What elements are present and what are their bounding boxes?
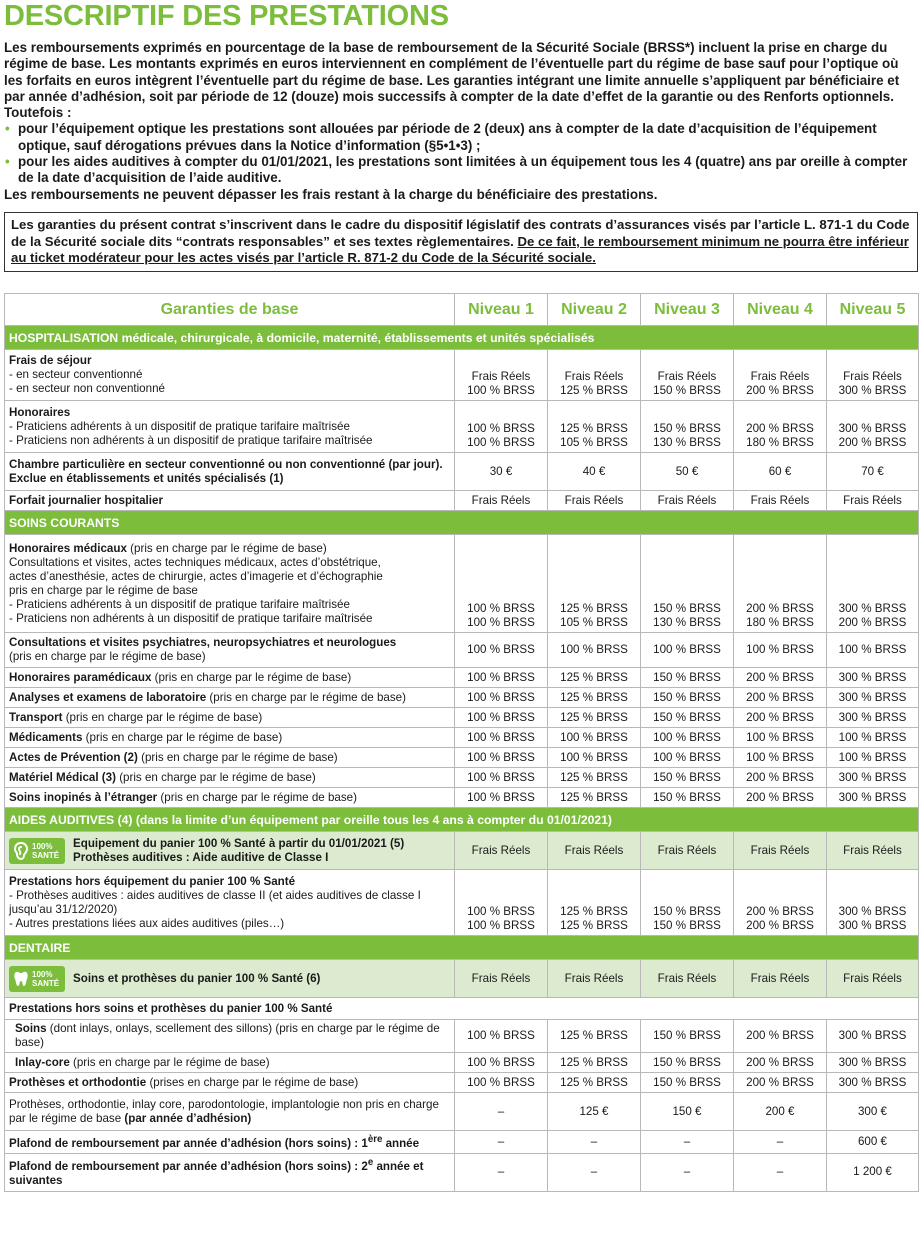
header-niveau-1: Niveau 1 xyxy=(455,294,548,326)
table-row xyxy=(5,668,919,688)
cell-niveau-2: 125 % BRSS xyxy=(548,688,641,708)
cell-niveau-1 xyxy=(455,401,548,453)
row-note: (pris en charge par le régime de base) xyxy=(9,650,206,663)
table-row xyxy=(5,453,919,491)
cell-niveau-4: – xyxy=(734,1131,827,1154)
cell-niveau-2 xyxy=(548,535,641,633)
table-row xyxy=(5,1153,919,1191)
row-note: (pris en charge par le régime de base) xyxy=(206,690,406,704)
table-row xyxy=(5,960,919,998)
cell-niveau-2: 125 % BRSS xyxy=(548,1073,641,1093)
intro-bullet-1-text: pour l’équipement optique les prestations sont allouées par période de 2 (deux) ans à compter de la date d’acquisition de l’équipement optique, sauf dérogations prévues dans la Notice d’information (§5•1•3) ; xyxy=(18,121,877,153)
cell-niveau-2: 100 % BRSS xyxy=(548,633,641,668)
cell-niveau-4: 100 % BRSS xyxy=(734,728,827,748)
cell-value: 200 % BRSS xyxy=(838,436,907,449)
row-title: année xyxy=(382,1136,420,1150)
row-title: Honoraires médicaux xyxy=(9,541,127,555)
section-dentaire xyxy=(5,936,919,960)
cell-niveau-1: 100 % BRSS xyxy=(455,748,548,768)
cell-niveau-5: 300 % BRSS xyxy=(827,688,919,708)
row-label xyxy=(5,350,455,401)
header-niveau-3: Niveau 3 xyxy=(641,294,734,326)
badge-text: SANTÉ xyxy=(32,850,60,860)
bullet-dot-icon: • xyxy=(5,121,10,137)
intro-p2: Toutefois : xyxy=(4,105,72,121)
cell-value: 125 % BRSS xyxy=(560,422,628,435)
cell-value: 150 % BRSS xyxy=(653,384,721,397)
cell-niveau-3: 150 % BRSS xyxy=(641,708,734,728)
cell-value: 200 % BRSS xyxy=(746,905,814,918)
cell-niveau-5 xyxy=(827,350,919,401)
table-row xyxy=(5,870,919,936)
cell-niveau-4 xyxy=(734,535,827,633)
row-label xyxy=(5,1053,455,1073)
cell-niveau-1: 100 % BRSS xyxy=(455,788,548,808)
header-niveau-4: Niveau 4 xyxy=(734,294,827,326)
cell-niveau-1: 100 % BRSS xyxy=(455,768,548,788)
row-title: Actes de Prévention (2) xyxy=(9,750,138,764)
row-label xyxy=(5,748,455,768)
row-line: actes d’anesthésie, actes de chirurgie, actes d’imagerie et d’échographie xyxy=(9,569,383,583)
cell-value: 130 % BRSS xyxy=(653,436,721,449)
cell-value: 100 % BRSS xyxy=(467,422,535,435)
row-title: Honoraires paramédicaux xyxy=(9,670,152,684)
cell-niveau-4: Frais Réels xyxy=(734,960,827,998)
page-title: DESCRIPTIF DES PRESTATIONS xyxy=(4,0,449,32)
row-line: - Praticiens adhérents à un dispositif de pratique tarifaire maîtrisée xyxy=(9,419,350,433)
legal-note-underlined: De ce fait, le remboursement minimum ne pourra être inférieur au ticket modérateur pour les actes visés par l’article R. 871-2 du Code de la Sécurité sociale. xyxy=(11,233,909,265)
cell-niveau-5: 300 % BRSS xyxy=(827,708,919,728)
cell-niveau-5 xyxy=(827,870,919,936)
row-label xyxy=(5,401,455,453)
table-row xyxy=(5,1020,919,1053)
cell-niveau-1: 100 % BRSS xyxy=(455,633,548,668)
cell-niveau-3: Frais Réels xyxy=(641,960,734,998)
cell-niveau-3: 150 % BRSS xyxy=(641,768,734,788)
cell-niveau-5: Frais Réels xyxy=(827,832,919,870)
cell-niveau-1: 100 % BRSS xyxy=(455,1053,548,1073)
cell-niveau-2: 125 % BRSS xyxy=(548,708,641,728)
cell-niveau-3: 100 % BRSS xyxy=(641,728,734,748)
cell-niveau-1 xyxy=(455,350,548,401)
row-note: (pris en charge par le régime de base) xyxy=(137,750,338,764)
cell-niveau-4: 200 % BRSS xyxy=(734,668,827,688)
row-line: - Praticiens non adhérents à un dispositif de pratique tarifaire maîtrisée xyxy=(9,611,373,625)
row-note: (pris en charge par le régime de base) xyxy=(82,730,283,744)
table-row xyxy=(5,1131,919,1154)
cell-value: Frais Réels xyxy=(471,370,531,383)
cell-value: 100 % BRSS xyxy=(467,436,535,449)
cell-value: 105 % BRSS xyxy=(560,616,628,629)
cell-niveau-5: 100 % BRSS xyxy=(827,728,919,748)
row-title: Médicaments xyxy=(9,730,83,744)
cell-niveau-2: Frais Réels xyxy=(548,832,641,870)
cell-value: Frais Réels xyxy=(750,370,810,383)
cell-niveau-5: 300 € xyxy=(827,1093,919,1131)
cell-niveau-3: 150 % BRSS xyxy=(641,788,734,808)
cell-value: 130 % BRSS xyxy=(653,616,721,629)
row-label xyxy=(5,1153,455,1191)
cell-niveau-4: 100 % BRSS xyxy=(734,633,827,668)
badge-text: SANTÉ xyxy=(32,978,60,988)
cell-value: 125 % BRSS xyxy=(560,919,628,932)
cell-niveau-4: Frais Réels xyxy=(734,491,827,511)
row-title: Prothèses auditives : Aide auditive de Classe I xyxy=(73,850,329,864)
row-line: - Praticiens non adhérents à un dispositif de pratique tarifaire maîtrisée xyxy=(9,433,373,447)
cell-niveau-1: 100 % BRSS xyxy=(455,1020,548,1053)
cell-value: 300 % BRSS xyxy=(838,384,907,397)
row-label xyxy=(5,832,455,870)
cell-niveau-2 xyxy=(548,870,641,936)
section-title: HOSPITALISATION médicale, chirurgicale, à domicile, maternité, établissements et unités spécialisés xyxy=(5,326,919,350)
cell-niveau-4: 200 % BRSS xyxy=(734,1053,827,1073)
cell-niveau-3: 100 % BRSS xyxy=(641,748,734,768)
row-label xyxy=(5,768,455,788)
cell-niveau-5: Frais Réels xyxy=(827,960,919,998)
cell-niveau-1 xyxy=(455,870,548,936)
cell-niveau-2: Frais Réels xyxy=(548,960,641,998)
cell-niveau-1: 100 % BRSS xyxy=(455,728,548,748)
cell-niveau-3: 150 % BRSS xyxy=(641,1053,734,1073)
row-label xyxy=(5,453,455,491)
cell-value: 150 % BRSS xyxy=(653,919,721,932)
cell-value: 150 % BRSS xyxy=(653,422,721,435)
row-label xyxy=(5,1073,455,1093)
row-sup: ère xyxy=(367,1134,383,1145)
cell-niveau-4: 200 % BRSS xyxy=(734,1020,827,1053)
cell-niveau-2: 100 % BRSS xyxy=(548,748,641,768)
table-row xyxy=(5,1073,919,1093)
cell-niveau-1 xyxy=(455,535,548,633)
row-title: Frais de séjour xyxy=(9,354,92,367)
cell-niveau-3: 150 % BRSS xyxy=(641,688,734,708)
row-note: (prises en charge par le régime de base) xyxy=(146,1075,359,1089)
intro-text xyxy=(4,40,918,203)
cell-niveau-3: 150 % BRSS xyxy=(641,1020,734,1053)
row-note: (pris en charge par le régime de base) xyxy=(157,790,357,804)
row-label xyxy=(5,1093,455,1131)
cell-niveau-3: 150 % BRSS xyxy=(641,1073,734,1093)
cell-niveau-2: – xyxy=(548,1153,641,1191)
cell-value: Frais Réels xyxy=(657,370,717,383)
cell-niveau-4: 200 % BRSS xyxy=(734,708,827,728)
row-label xyxy=(5,960,455,998)
cell-niveau-5: 300 % BRSS xyxy=(827,668,919,688)
row-line: - en secteur conventionné xyxy=(9,368,143,381)
intro-bullet-1 xyxy=(4,121,918,154)
cell-value: 125 % BRSS xyxy=(560,905,628,918)
row-sup: e xyxy=(367,1157,374,1169)
row-note: (pris en charge par le régime de base) xyxy=(62,710,263,724)
cell-niveau-1: 100 % BRSS xyxy=(455,668,548,688)
cell-niveau-2: 125 € xyxy=(548,1093,641,1131)
row-title: Forfait journalier hospitalier xyxy=(9,493,163,507)
cell-value: 125 % BRSS xyxy=(560,384,628,397)
row-title: Consultations et visites psychiatres, neuropsychiatres et neurologues xyxy=(9,636,397,649)
table-row xyxy=(5,748,919,768)
ear-icon xyxy=(9,838,65,864)
table-row xyxy=(5,633,919,668)
cell-value: 100 % BRSS xyxy=(467,384,535,397)
cell-niveau-2 xyxy=(548,350,641,401)
row-label xyxy=(5,491,455,511)
legal-note-box xyxy=(4,212,918,272)
cell-niveau-2: – xyxy=(548,1131,641,1154)
row-label xyxy=(5,708,455,728)
cell-niveau-5: 300 % BRSS xyxy=(827,1053,919,1073)
row-label xyxy=(5,1020,455,1053)
row-title: (par année d’adhésion) xyxy=(124,1111,252,1125)
row-note: (pris en charge par le régime de base) xyxy=(126,541,327,555)
row-title: Inlay-core xyxy=(15,1055,70,1069)
cell-niveau-5: 300 % BRSS xyxy=(827,1020,919,1053)
row-title: Honoraires xyxy=(9,405,71,419)
cell-niveau-4: 200 % BRSS xyxy=(734,688,827,708)
table-row xyxy=(5,688,919,708)
cell-niveau-1: Frais Réels xyxy=(455,491,548,511)
cell-niveau-4 xyxy=(734,350,827,401)
row-note: (pris en charge par le régime de base) xyxy=(115,770,316,784)
section-title: DENTAIRE xyxy=(5,936,919,960)
cell-niveau-4: – xyxy=(734,1153,827,1191)
header-garanties: Garanties de base xyxy=(5,294,455,326)
legal-note-text: Les garanties du présent contrat s’inscrivent dans le cadre du dispositif législatif des contrats d’assurances visés par l’article L. 871-1 du Code de la Sécurité sociale dits “contrats responsables” et ses textes règlementaires. xyxy=(11,217,910,249)
row-line: - en secteur non conventionné xyxy=(9,382,165,395)
row-title: Plafond de remboursement par année d’adhésion (hors soins) : 2 xyxy=(9,1160,368,1174)
cell-niveau-2: Frais Réels xyxy=(548,491,641,511)
cell-niveau-5: 100 % BRSS xyxy=(827,748,919,768)
table-row xyxy=(5,535,919,633)
cell-niveau-5: 600 € xyxy=(827,1131,919,1154)
section-hospitalisation xyxy=(5,326,919,350)
row-line: jusqu’au 31/12/2020) xyxy=(9,902,118,916)
cell-niveau-3: 50 € xyxy=(641,453,734,491)
cell-niveau-4: 60 € xyxy=(734,453,827,491)
cell-niveau-3: – xyxy=(641,1131,734,1154)
cell-niveau-1: 30 € xyxy=(455,453,548,491)
cell-niveau-2: 40 € xyxy=(548,453,641,491)
badge-text: 100% xyxy=(32,841,53,851)
section-soins-courants xyxy=(5,511,919,535)
row-label xyxy=(5,728,455,748)
cell-value: 180 % BRSS xyxy=(746,436,814,449)
cell-niveau-4 xyxy=(734,401,827,453)
cell-niveau-5: 300 % BRSS xyxy=(827,1073,919,1093)
cell-niveau-4: 200 % BRSS xyxy=(734,1073,827,1093)
cell-value: 105 % BRSS xyxy=(560,436,628,449)
cell-niveau-3: 100 % BRSS xyxy=(641,633,734,668)
cell-niveau-5 xyxy=(827,535,919,633)
cell-value: 100 % BRSS xyxy=(467,616,535,629)
cell-niveau-2: 125 % BRSS xyxy=(548,1053,641,1073)
row-label xyxy=(5,688,455,708)
row-label xyxy=(5,535,455,633)
table-row xyxy=(5,768,919,788)
row-title: Analyses et examens de laboratoire xyxy=(9,690,207,704)
bullet-dot-icon: • xyxy=(5,154,10,170)
row-title: Soins inopinés à l’étranger xyxy=(9,790,158,804)
table-row xyxy=(5,1093,919,1131)
table-header-row xyxy=(5,294,919,326)
row-line: - Autres prestations liées aux aides auditives (piles…) xyxy=(9,916,285,930)
row-line: Prothèses, orthodontie, inlay core, parodontologie, implantologie non pris en charge par le régime de base xyxy=(9,1097,439,1125)
cell-value: 200 % BRSS xyxy=(838,616,907,629)
cell-niveau-3 xyxy=(641,401,734,453)
row-title: Chambre particulière en secteur conventionné ou non conventionné (par jour). Exclue en établissements et unités spécialisés (1) xyxy=(9,457,443,485)
row-title: Soins xyxy=(15,1022,47,1035)
row-title: Prestations hors équipement du panier 100 % Santé xyxy=(9,874,296,888)
cell-niveau-1: Frais Réels xyxy=(455,832,548,870)
section-aides-auditives xyxy=(5,808,919,832)
row-note: (dont inlays, onlays, scellement des sillons) (pris en charge par le régime de base) xyxy=(15,1022,440,1049)
intro-bullet-2-text: pour les aides auditives à compter du 01/01/2021, les prestations sont limitées à un équipement tous les 4 (quatre) ans par oreille à compter de la date d’acquisition de l’aide auditive. xyxy=(18,154,908,186)
row-title: Matériel Médical (3) xyxy=(9,770,116,784)
table-row xyxy=(5,728,919,748)
cell-niveau-4: 200 % BRSS xyxy=(734,768,827,788)
table-row xyxy=(5,788,919,808)
cell-niveau-1: – xyxy=(455,1093,548,1131)
table-row xyxy=(5,401,919,453)
cell-niveau-5: 300 % BRSS xyxy=(827,768,919,788)
intro-p3: Les remboursements ne peuvent dépasser les frais restant à la charge du bénéficiaire des prestations. xyxy=(4,186,658,202)
section-title: AIDES AUDITIVES (4) (dans la limite d’un équipement par oreille tous les 4 ans à compter du 01/01/2021) xyxy=(5,808,919,832)
row-title: Equipement du panier 100 % Santé à partir du 01/01/2021 (5) xyxy=(73,836,405,850)
cell-niveau-2: 100 % BRSS xyxy=(548,728,641,748)
header-niveau-5: Niveau 5 xyxy=(827,294,919,326)
cell-niveau-2: 125 % BRSS xyxy=(548,768,641,788)
cell-value: 100 % BRSS xyxy=(467,602,535,615)
cell-niveau-2: 125 % BRSS xyxy=(548,668,641,688)
table-row xyxy=(5,832,919,870)
cell-niveau-3: 150 % BRSS xyxy=(641,668,734,688)
cell-value: 200 % BRSS xyxy=(746,422,814,435)
cell-value: 100 % BRSS xyxy=(467,919,535,932)
section-title: SOINS COURANTS xyxy=(5,511,919,535)
cell-value: 300 % BRSS xyxy=(838,422,907,435)
intro-p1: Les remboursements exprimés en pourcentage de la base de remboursement de la Sécurité Sociale (BRSS*) incluent la prise en charge du régime de base. Les montants exprimés en euros interviennent en complément de l’éventuelle part du régime de base sauf pour l’optique où les forfaits en euros intègrent l’éventuelle part du régime de base. Les garanties intégrant une limite annuelle s’appliquent par bénéficiaire et par année d’adhésion, soit par période de 12 (douze) mois successifs à compter de la date d’effet de la garantie ou des Renforts optionnels. xyxy=(4,40,900,104)
cell-niveau-1: – xyxy=(455,1153,548,1191)
row-title: année et suivantes xyxy=(9,1160,424,1188)
cell-niveau-4: 100 % BRSS xyxy=(734,748,827,768)
cell-value: 300 % BRSS xyxy=(838,602,907,615)
cell-niveau-3 xyxy=(641,535,734,633)
cell-niveau-4: 200 € xyxy=(734,1093,827,1131)
row-label xyxy=(5,1131,455,1154)
guarantees-table xyxy=(4,293,919,1192)
table-row xyxy=(5,1053,919,1073)
cell-value: Frais Réels xyxy=(843,370,902,383)
cell-value: 125 % BRSS xyxy=(560,602,628,615)
cell-niveau-1: 100 % BRSS xyxy=(455,1073,548,1093)
badge-text: 100% xyxy=(32,969,53,979)
cell-niveau-5: 300 % BRSS xyxy=(827,788,919,808)
cell-niveau-1: 100 % BRSS xyxy=(455,688,548,708)
cell-niveau-3: Frais Réels xyxy=(641,832,734,870)
row-title: Prothèses et orthodontie xyxy=(9,1075,147,1089)
cell-value: 150 % BRSS xyxy=(653,905,721,918)
cell-niveau-1: Frais Réels xyxy=(455,960,548,998)
cell-value: 150 % BRSS xyxy=(653,602,721,615)
cell-value: 200 % BRSS xyxy=(746,384,814,397)
cell-niveau-1: 100 % BRSS xyxy=(455,708,548,728)
row-title: Plafond de remboursement par année d’adhésion (hors soins) : 1 xyxy=(9,1136,368,1150)
header-niveau-2: Niveau 2 xyxy=(548,294,641,326)
cell-niveau-3: – xyxy=(641,1153,734,1191)
cell-niveau-5: 70 € xyxy=(827,453,919,491)
table-row xyxy=(5,350,919,401)
row-label xyxy=(5,788,455,808)
table-row xyxy=(5,491,919,511)
cell-niveau-4 xyxy=(734,870,827,936)
row-label xyxy=(5,998,919,1020)
cell-value: 180 % BRSS xyxy=(746,616,814,629)
row-title: Prestations hors soins et prothèses du panier 100 % Santé xyxy=(9,1001,333,1015)
cell-niveau-1: – xyxy=(455,1131,548,1154)
cell-niveau-3 xyxy=(641,870,734,936)
row-title: Transport xyxy=(9,710,63,724)
cell-value: 300 % BRSS xyxy=(838,905,907,918)
cell-niveau-5 xyxy=(827,401,919,453)
cell-value: 200 % BRSS xyxy=(746,919,814,932)
cell-value: 100 % BRSS xyxy=(467,905,535,918)
row-label xyxy=(5,668,455,688)
cell-niveau-2 xyxy=(548,401,641,453)
cell-niveau-3: Frais Réels xyxy=(641,491,734,511)
cell-niveau-5: 100 % BRSS xyxy=(827,633,919,668)
cell-niveau-3 xyxy=(641,350,734,401)
cell-niveau-4: Frais Réels xyxy=(734,832,827,870)
cell-niveau-2: 125 % BRSS xyxy=(548,1020,641,1053)
row-line: pris en charge par le régime de base xyxy=(9,583,198,597)
row-note: (pris en charge par le régime de base) xyxy=(69,1055,270,1069)
intro-bullet-2 xyxy=(4,154,918,187)
table-row xyxy=(5,708,919,728)
row-label xyxy=(5,870,455,936)
table-row xyxy=(5,998,919,1020)
cell-niveau-4: 200 % BRSS xyxy=(734,788,827,808)
row-line: - Praticiens adhérents à un dispositif de pratique tarifaire maîtrisée xyxy=(9,597,350,611)
tooth-icon xyxy=(9,966,65,992)
cell-value: 300 % BRSS xyxy=(838,919,907,932)
cell-value: 200 % BRSS xyxy=(746,602,814,615)
row-line: Consultations et visites, actes techniques médicaux, actes d’obstétrique, xyxy=(9,555,381,569)
row-title: Soins et prothèses du panier 100 % Santé (6) xyxy=(73,971,321,985)
row-label xyxy=(5,633,455,668)
cell-niveau-5: 1 200 € xyxy=(827,1153,919,1191)
cell-niveau-2: 125 % BRSS xyxy=(548,788,641,808)
cell-niveau-5: Frais Réels xyxy=(827,491,919,511)
cell-value: Frais Réels xyxy=(564,370,624,383)
row-line: - Prothèses auditives : aides auditives de classe II (et aides auditives de classe I xyxy=(9,888,421,902)
row-note: (pris en charge par le régime de base) xyxy=(151,670,352,684)
cell-niveau-3: 150 € xyxy=(641,1093,734,1131)
